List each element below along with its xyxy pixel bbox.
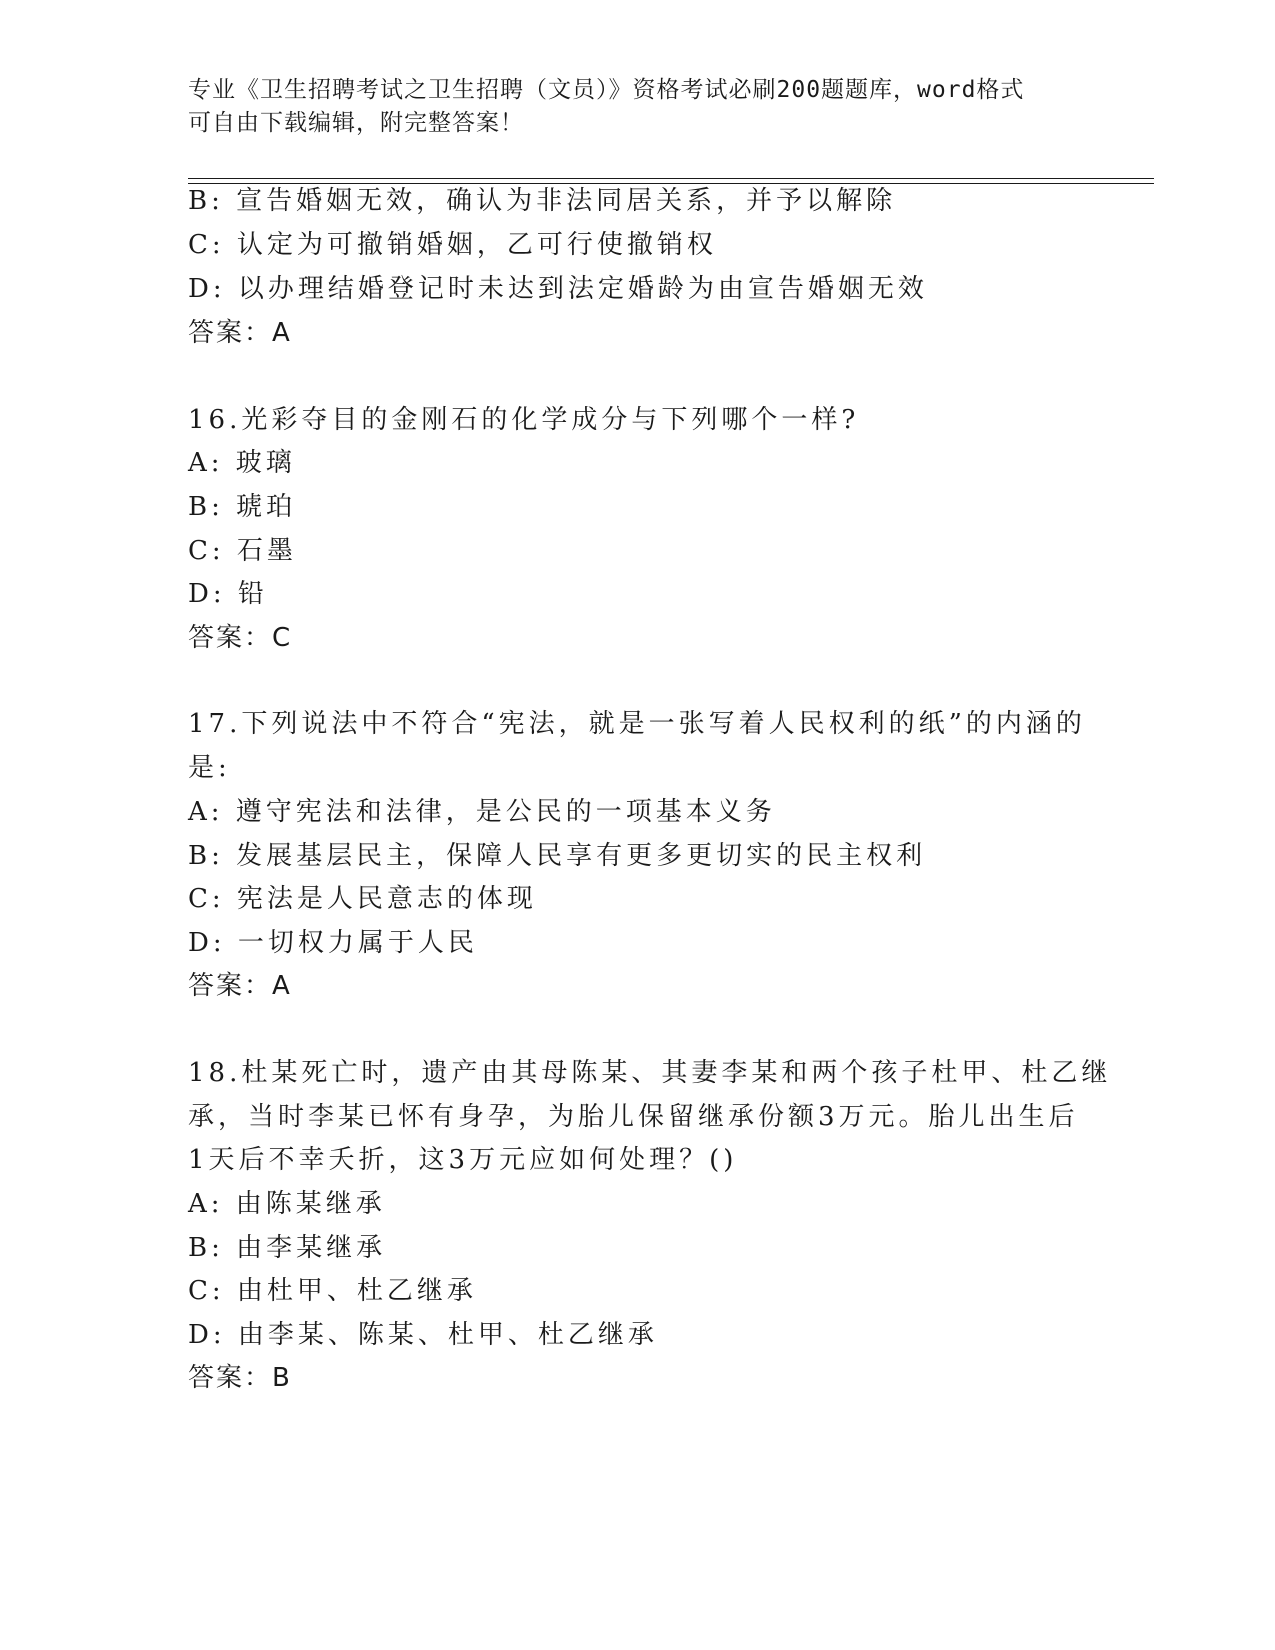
header-line-2: 可自由下载编辑，附完整答案！	[188, 110, 524, 136]
q16-question: 16.光彩夺目的金刚石的化学成分与下列哪个一样?	[188, 405, 860, 435]
header-divider-top	[188, 178, 1154, 179]
q18-question-line-2: 承，当时李某已怀有身孕，为胎儿保留继承份额3万元。胎儿出生后	[188, 1102, 1079, 1132]
q18-option-d: D: 由李某、陈某、杜甲、杜乙继承	[188, 1320, 658, 1350]
q18-option-a: A: 由陈某继承	[188, 1189, 386, 1219]
q16-option-c: C: 石墨	[188, 536, 297, 566]
q16-option-d: D: 铅	[188, 579, 268, 609]
q17-option-c: C: 宪法是人民意志的体现	[188, 884, 537, 914]
q17-option-b: B: 发展基层民主，保障人民享有更多更切实的民主权利	[188, 841, 927, 871]
q18-option-b: B: 由李某继承	[188, 1233, 387, 1263]
q17-answer: 答案：A	[188, 971, 292, 1001]
q15-option-c: C: 认定为可撤销婚姻，乙可行使撤销权	[188, 230, 717, 260]
q15-option-d: D: 以办理结婚登记时未达到法定婚龄为由宣告婚姻无效	[188, 274, 928, 304]
q18-answer: 答案：B	[188, 1363, 292, 1393]
header-line-1: 专业《卫生招聘考试之卫生招聘（文员）》资格考试必刷200题题库，word格式	[188, 77, 1025, 103]
q18-question-line-3: 1天后不幸夭折，这3万元应如何处理？()	[188, 1145, 738, 1175]
q15-option-b: B: 宣告婚姻无效，确认为非法同居关系，并予以解除	[188, 186, 897, 216]
q15-answer: 答案：A	[188, 318, 292, 348]
q16-answer: 答案：C	[188, 623, 293, 653]
document-header	[188, 74, 1088, 140]
q17-option-d: D: 一切权力属于人民	[188, 928, 478, 958]
q17-question-line-1: 17.下列说法中不符合“宪法，就是一张写着人民权利的纸”的内涵的	[188, 709, 1086, 739]
q17-option-a: A: 遵守宪法和法律，是公民的一项基本义务	[188, 797, 776, 827]
q17-question-line-2: 是:	[188, 753, 231, 783]
q16-option-b: B: 琥珀	[188, 492, 297, 522]
q18-question-line-1: 18.杜某死亡时，遗产由其母陈某、其妻李某和两个孩子杜甲、杜乙继	[188, 1058, 1112, 1088]
q18-option-c: C: 由杜甲、杜乙继承	[188, 1276, 477, 1306]
q16-option-a: A: 玻璃	[188, 448, 296, 478]
